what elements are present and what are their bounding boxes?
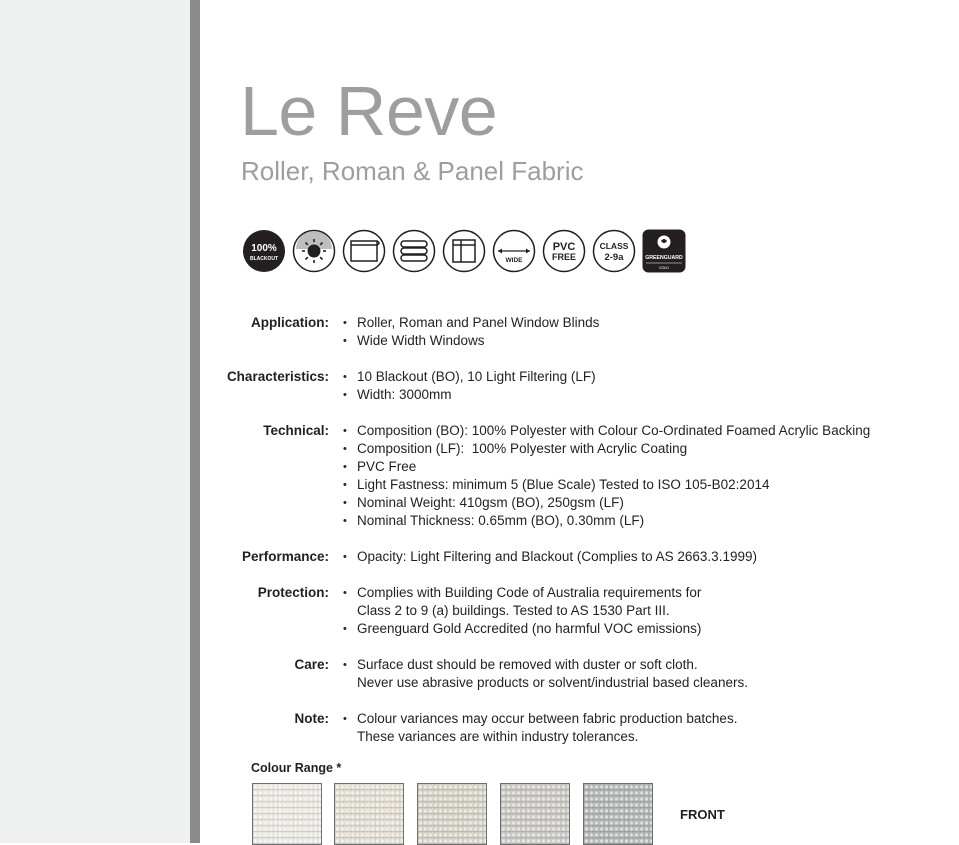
spec-item: • Greenguard Gold Accredited (no harmful VOC emissions) — [343, 621, 702, 636]
roman-blind-icon — [392, 229, 436, 273]
spec-label: Performance: — [241, 549, 329, 564]
spec-protection — [0, 584, 959, 638]
colour-swatch[interactable] — [500, 783, 570, 845]
greenguard-icon-line2: GOLD — [659, 266, 669, 270]
spec-characteristics — [0, 368, 959, 404]
product-subtitle: Roller, Roman & Panel Fabric — [241, 156, 584, 186]
spec-item: • Opacity: Light Filtering and Blackout (Complies to AS 2663.3.1999) — [343, 549, 757, 564]
greenguard-gold-icon — [642, 229, 686, 273]
greenguard-icon-line1: GREENGUARD — [645, 255, 683, 261]
spec-item: • 10 Blackout (BO), 10 Light Filtering (LF) — [343, 369, 596, 384]
colour-swatch[interactable] — [417, 783, 487, 845]
front-side-label: FRONT — [680, 807, 725, 822]
panel-blind-icon — [442, 229, 486, 273]
colour-swatch[interactable] — [583, 783, 653, 845]
sun-block-icon — [292, 229, 336, 273]
wide-width-icon — [492, 229, 536, 273]
spec-item: • Composition (BO): 100% Polyester with Colour Co-Ordinated Foamed Acrylic Backing — [343, 423, 871, 438]
pvc-free-icon — [542, 229, 586, 273]
spec-item: • Width: 3000mm — [343, 387, 452, 402]
spec-application — [0, 314, 959, 350]
pvc-icon-line2: FREE — [551, 252, 577, 262]
class-icon-line2: 2-9a — [604, 252, 624, 263]
spec-item: • Composition (LF): 100% Polyester with Acrylic Coating — [343, 441, 688, 456]
spec-note — [0, 710, 959, 746]
spec-item: • Nominal Thickness: 0.65mm (BO), 0.30mm (LF) — [343, 513, 645, 528]
colour-swatch[interactable] — [334, 783, 404, 845]
spec-item: • Nominal Weight: 410gsm (BO), 250gsm (LF) — [343, 495, 624, 510]
spec-label: Protection: — [257, 585, 329, 600]
spec-technical — [0, 422, 959, 530]
spec-item: • Complies with Building Code of Australia requirements for Class 2 to 9 (a) buildings. Tested to AS 1530 Part III. — [343, 585, 702, 618]
pvc-icon-line1: PVC — [552, 241, 576, 253]
blackout-100-icon — [242, 229, 286, 273]
spec-label: Note: — [294, 711, 329, 726]
spec-label: Characteristics: — [226, 369, 329, 384]
spec-item: • Surface dust should be removed with duster or soft cloth. Never use abrasive products or solvent/industrial based cleaners. — [343, 657, 748, 690]
specifications — [0, 314, 959, 764]
spec-care — [0, 656, 959, 692]
spec-item: • Roller, Roman and Panel Window Blinds — [343, 315, 600, 330]
spec-item: • PVC Free — [343, 459, 417, 474]
blackout-icon-line1: 100% — [251, 243, 277, 254]
spec-item: • Light Fastness: minimum 5 (Blue Scale) Tested to ISO 105-B02:2014 — [343, 477, 770, 492]
spec-performance — [0, 548, 959, 566]
colour-swatch[interactable] — [252, 783, 322, 845]
class-2-9a-icon — [592, 229, 636, 273]
spec-label: Application: — [251, 315, 329, 330]
product-title: Le Reve — [240, 72, 498, 150]
roller-blind-icon — [342, 229, 386, 273]
spec-label: Technical: — [263, 423, 329, 438]
spec-item: • Wide Width Windows — [343, 333, 485, 348]
spec-item: • Colour variances may occur between fabric production batches. These variances are within industry tolerances. — [343, 711, 738, 744]
class-icon-line1: CLASS — [599, 241, 629, 251]
blackout-icon-line2: BLACKOUT — [249, 256, 279, 262]
colour-range-title: Colour Range * — [251, 761, 342, 775]
spec-label: Care: — [294, 657, 329, 672]
wide-icon-text: WIDE — [505, 257, 523, 264]
